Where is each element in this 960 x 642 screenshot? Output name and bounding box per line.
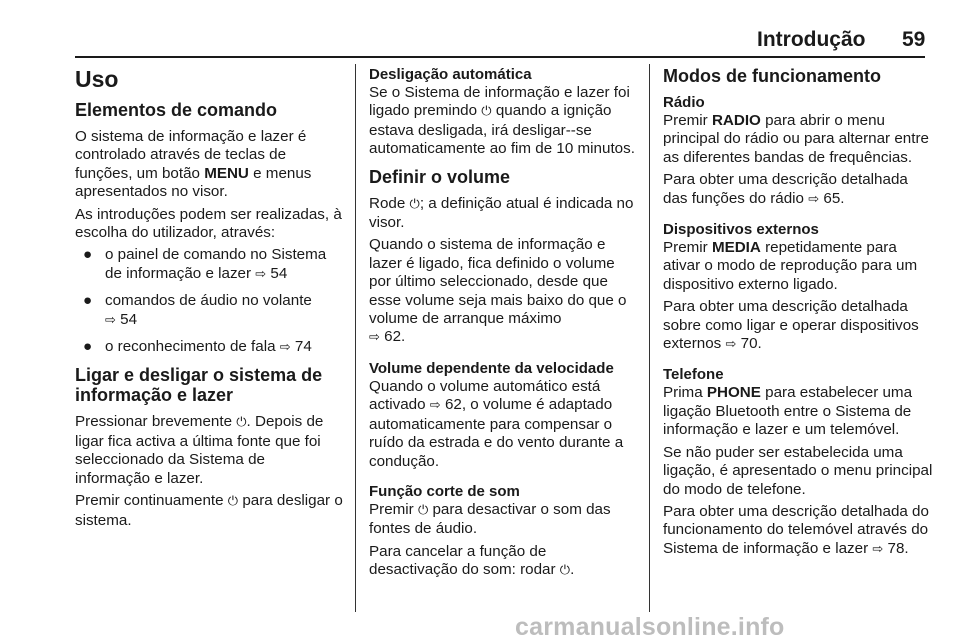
volume-knob-icon: ⏻ [417, 502, 429, 518]
list-item: ● o reconhecimento de fala ⇨ 74 [83, 338, 312, 356]
page-ref-icon: ⇨ [725, 337, 737, 353]
list-item: ● comandos de áudio no volante ⇨ 54 [83, 292, 312, 328]
page-ref-icon: ⇨ [808, 191, 820, 207]
paragraph: O sistema de informação e lazer é controlado através de teclas de funções, um botão MENU e menus apresentados no visor. [75, 128, 312, 201]
page-ref-icon: ⇨ [872, 541, 884, 557]
volume-knob-icon: ⏻ [409, 196, 420, 212]
subsection-title: Desligação automática [369, 66, 532, 83]
page-header [0, 0, 960, 60]
link-page-65[interactable]: 65. [823, 189, 845, 207]
power-icon: ⏻ [227, 494, 239, 510]
paragraph: Se o Sistema de informação e lazer foi ligado premindo ⏻ quando a ignição estava desligada, irá desligar--se automaticamente ao fim de 10 minutos. [369, 84, 635, 158]
bullet-icon: ● [83, 246, 93, 264]
paragraph: Quando o sistema de informação e lazer é ligado, fica definido o volume por último seleccionado, desde que esse volume seja mais baixo do que o volume de arranque máximo ⇨ 62. [369, 236, 627, 346]
header-rule [75, 56, 925, 58]
subsection-title: Modos de funcionamento [663, 66, 881, 86]
power-icon: ⏻ [481, 104, 492, 120]
page-ref-icon: ⇨ [105, 312, 116, 328]
subsection-title: Telefone [663, 366, 724, 384]
link-page-54[interactable]: 54 [270, 264, 288, 282]
paragraph: As introduções podem ser realizadas, à escolha do utilizador, através: [75, 205, 342, 242]
volume-knob-icon: ⏻ [559, 563, 571, 579]
link-page-62[interactable]: 62. [384, 328, 406, 346]
power-icon: ⏻ [236, 415, 247, 431]
paragraph: Se não puder ser estabelecida uma ligação, é apresentado o menu principal do modo de telefone. [663, 443, 933, 498]
column-1 [75, 60, 343, 534]
subsection-title: Ligar e desligar o sistema de informação e lazer [75, 365, 323, 406]
link-page-62[interactable]: 62 [444, 396, 462, 414]
column-divider [355, 64, 356, 612]
link-page-70[interactable]: 70. [740, 335, 762, 353]
bullet-icon: ● [83, 292, 93, 310]
subsection-title: Função corte de som [369, 482, 520, 500]
paragraph: Premir ⏻ para desactivar o som das fontes de áudio. [369, 500, 611, 538]
subsection-title: Definir o volume [369, 166, 511, 187]
page-ref-icon: ⇨ [369, 330, 380, 346]
bullet-list [75, 246, 343, 357]
running-head: Introdução [757, 28, 866, 51]
paragraph: Prima PHONE para estabelecer uma ligação Bluetooth entre o Sistema de informação e lazer e um telemóvel. [663, 384, 913, 439]
list-item: ● o painel de comando no Sistema de informação e lazer ⇨ 54 [83, 246, 327, 282]
bullet-icon: ● [83, 338, 93, 356]
subsection-title: Rádio [663, 94, 705, 111]
paragraph: Premir RADIO para abrir o menu principal do rádio ou para alternar entre as diferentes bandas de frequências. [663, 112, 929, 166]
column-divider [649, 64, 650, 612]
menu-key: MENU [204, 164, 249, 182]
paragraph: Rode ⏻; a definição atual é indicada no visor. [369, 194, 634, 232]
watermark: carmanualsonline.info [515, 613, 785, 641]
page-ref-icon: ⇨ [279, 340, 291, 356]
radio-key: RADIO [711, 112, 761, 129]
paragraph: Para cancelar a função de desactivação do som: rodar ⏻. [369, 542, 575, 579]
section-title: Uso [75, 66, 119, 92]
phone-key: PHONE [706, 384, 761, 402]
link-page-74[interactable]: 74 [294, 338, 312, 356]
column-2 [369, 60, 639, 585]
paragraph: Para obter uma descrição detalhada das funções do rádio ⇨ 65. [663, 171, 908, 207]
paragraph: Para obter uma descrição detalhada do funcionamento do telemóvel através do Sistema de informação e lazer ⇨ 78. [663, 502, 929, 557]
paragraph: Pressionar brevemente ⏻. Depois de ligar fica activa a última fonte que foi seleccionado da Sistema de informação e lazer. [75, 413, 324, 487]
paragraph: Para obter uma descrição detalhada sobre como ligar e operar dispositivos externos ⇨ 70. [663, 298, 919, 353]
page-ref-icon: ⇨ [429, 398, 441, 414]
paragraph: Premir continuamente ⏻ para desligar o sistema. [75, 492, 343, 529]
media-key: MEDIA [711, 239, 761, 257]
subsection-title: Dispositivos externos [663, 221, 819, 239]
paragraph: Premir MEDIA repetidamente para ativar o modo de reprodução para um dispositivo externo ligado. [663, 239, 918, 293]
subsection-title: Volume dependente da velocidade [369, 359, 614, 377]
subsection-title: Elementos de comando [75, 100, 278, 120]
column-3 [663, 60, 933, 563]
page-ref-icon: ⇨ [255, 266, 267, 282]
link-page-54[interactable]: 54 [120, 310, 138, 328]
page-number: 59 [902, 28, 926, 51]
paragraph: Quando o volume automático está activado ⇨ 62, o volume é adaptado automaticamente para compensar o ruído da estrada e do vento durante a condução. [369, 377, 624, 470]
link-page-78[interactable]: 78. [887, 539, 909, 557]
